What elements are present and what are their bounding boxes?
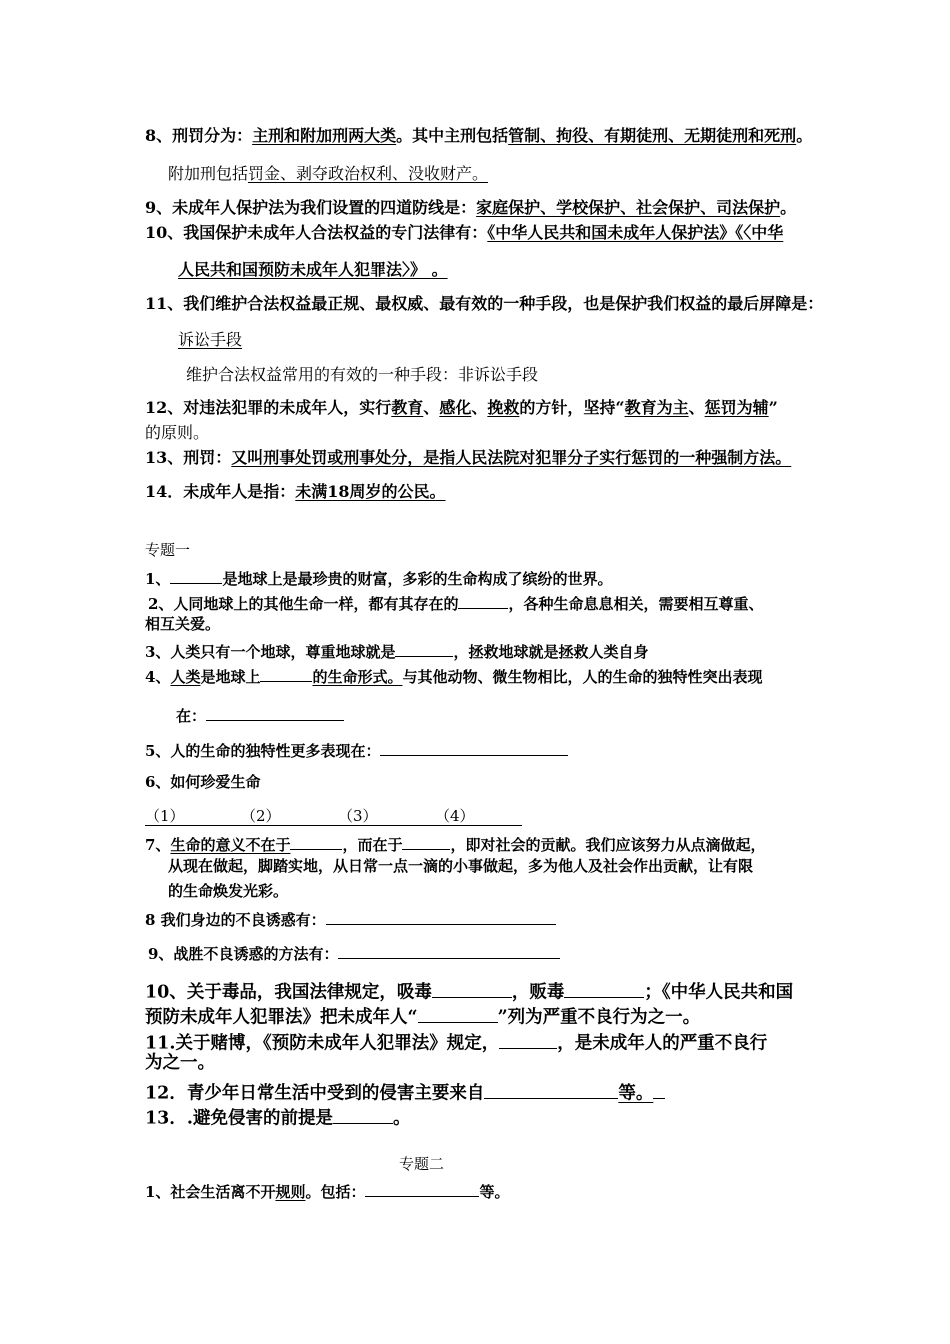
- answer-blank[interactable]: [333, 1105, 393, 1124]
- topic1-q11-continuation: 为之一。: [145, 1053, 215, 1073]
- answer-text: 挽救: [487, 398, 520, 417]
- topic1-q2: 2、人同地球上的其他生命一样，都有其存在的 ，各种生命息息相关，需要相互尊重、: [148, 595, 764, 613]
- answer-blank[interactable]: [564, 979, 644, 998]
- answer-text: 生命的意义不在于: [170, 836, 291, 854]
- answer-text: 家庭保护、学校保护、社会保护、司法保护: [476, 198, 781, 217]
- answer-text: 感化: [439, 398, 472, 417]
- answer-blank[interactable]: [418, 1004, 498, 1023]
- topic1-q12: 12．青少年日常生活中受到的侵害主要来自 等。: [145, 1080, 665, 1103]
- topic1-q7-continuation: 从现在做起，脚踏实地，从日常一点一滴的小事做起，多为他人及社会作出贡献，让有限: [168, 857, 754, 875]
- answer-text: 诉讼手段: [178, 330, 243, 349]
- item-10-continuation: [178, 262, 448, 278]
- answer-blank[interactable]: [170, 568, 222, 584]
- item-13-line: 13、刑罚：又叫刑事处罚或刑事处分，是指人民法院对犯罪分子实行惩罚的一种强制方法。: [145, 448, 792, 467]
- answer-text: 惩罚为辅: [704, 398, 769, 417]
- answer-blank[interactable]: [458, 593, 508, 609]
- topic1-q3: 3、人类只有一个地球，尊重地球就是 ，拯救地球就是拯救人类自身: [145, 643, 649, 661]
- answer-blank[interactable]: [260, 666, 312, 682]
- topic1-q6: 6、如何珍爱生命: [145, 773, 261, 791]
- answer-text: 规则: [275, 1183, 306, 1201]
- topic1-q6-items: （1） （2） （3） （4）: [145, 809, 522, 826]
- answer-text: 等。: [618, 1083, 654, 1104]
- topic1-heading: 专题一: [145, 541, 191, 559]
- answer-text: 教育为主: [624, 398, 689, 417]
- answer-blank[interactable]: [653, 1080, 665, 1099]
- item-11-line: 11、我们维护合法权益最正规、最权威、最有效的一种手段，也是保护我们权益的最后屏障是：: [145, 294, 824, 313]
- item-11-answer: [178, 332, 242, 348]
- answer-text: 未满18周岁的公民。: [295, 482, 446, 501]
- topic2-heading: 专题二: [399, 1155, 445, 1173]
- item-10-line: 10、我国保护未成年人合法权益的专门法律有：《中华人民共和国未成年人保护法》《〈中华: [145, 223, 784, 242]
- answer-text: 的生命形式。: [312, 668, 403, 686]
- item-8-continuation: 附加刑包括罚金、剥夺政治权利、没收财产。: [168, 164, 489, 183]
- topic1-q10: 10、关于毒品，我国法律规定，吸毒 ，贩毒 ；《中华人民共和国: [145, 979, 793, 1002]
- answer-blank[interactable]: [395, 641, 453, 657]
- answer-blank[interactable]: [290, 834, 342, 850]
- topic1-q7-continuation-2: 的生命焕发光彩。: [168, 882, 289, 900]
- topic1-q10-continuation: 预防未成年人犯罪法》把未成年人“ ”列为严重不良行为之一。: [145, 1004, 700, 1027]
- item-12-continuation: 的原则。: [145, 423, 210, 442]
- answer-text: 教育: [391, 398, 424, 417]
- topic1-q11: 11.关于赌博，《预防未成年人犯罪法》规定， ，是未成年人的严重不良行: [145, 1030, 767, 1053]
- topic2-q1: 1、社会生活离不开规则。包括： 等。: [145, 1183, 510, 1201]
- item-8-line: 8、刑罚分为：主刑和附加刑两大类。其中主刑包括管制、拘役、有期徒刑、无期徒刑和死刑。: [145, 126, 813, 145]
- topic1-q13: 13．.避免侵害的前提是 。: [145, 1105, 410, 1128]
- answer-blank[interactable]: [499, 1030, 557, 1049]
- topic1-q5: 5、人的生命的独特性更多表现在：: [145, 740, 568, 759]
- topic1-q4-continuation: 在：: [176, 705, 344, 724]
- answer-blank[interactable]: [432, 979, 512, 998]
- answer-text: 罚金、剥夺政治权利、没收财产。: [248, 164, 489, 183]
- item-14-line: 14．未成年人是指：未满18周岁的公民。: [145, 482, 446, 501]
- answer-text: 《中华人民共和国未成年人保护法》《〈中华: [487, 223, 784, 242]
- answer-blank[interactable]: [326, 909, 556, 925]
- topic1-q9: 9、战胜不良诱惑的方法有：: [148, 943, 560, 962]
- topic1-q8: 8 我们身边的不良诱惑有：: [145, 909, 556, 928]
- answer-blank[interactable]: [484, 1080, 618, 1099]
- answer-blank[interactable]: [402, 834, 450, 850]
- item-11-second-line: 维护合法权益常用的有效的一种手段：非诉讼手段: [186, 365, 539, 384]
- answer-text: 人民共和国预防未成年人犯罪法〉》 。: [178, 260, 448, 279]
- answer-blank[interactable]: [338, 943, 560, 959]
- item-9-line: 9、未成年人保护法为我们设置的四道防线是：家庭保护、学校保护、社会保护、司法保护。: [145, 198, 797, 217]
- answer-blank[interactable]: [206, 705, 344, 721]
- topic1-q1: 1、 是地球上是最珍贵的财富，多彩的生命构成了缤纷的世界。: [145, 570, 613, 588]
- answer-blank[interactable]: [380, 740, 568, 756]
- answer-text: 人类: [170, 668, 201, 686]
- answer-text: 主刑和附加刑两大类: [252, 126, 397, 145]
- topic1-q4: 4、人类是地球上 的生命形式。与其他动物、微生物相比，人的生命的独特性突出表现: [145, 668, 763, 686]
- topic1-q7: 7、生命的意义不在于 ，而在于 ，即对社会的贡献。我们应该努力从点滴做起，: [145, 836, 766, 854]
- answer-text: 管制、拘役、有期徒刑、无期徒刑和死刑: [508, 126, 797, 145]
- topic1-q2-continuation: 相互关爱。: [145, 615, 221, 633]
- answer-text: 又叫刑事处罚或刑事处分，是指人民法院对犯罪分子实行惩罚的一种强制方法。: [231, 448, 792, 467]
- answer-blank[interactable]: [365, 1181, 479, 1197]
- item-12-line: 12、对违法犯罪的未成年人，实行教育、感化、挽救的方针，坚持“教育为主、惩罚为辅”: [145, 398, 778, 417]
